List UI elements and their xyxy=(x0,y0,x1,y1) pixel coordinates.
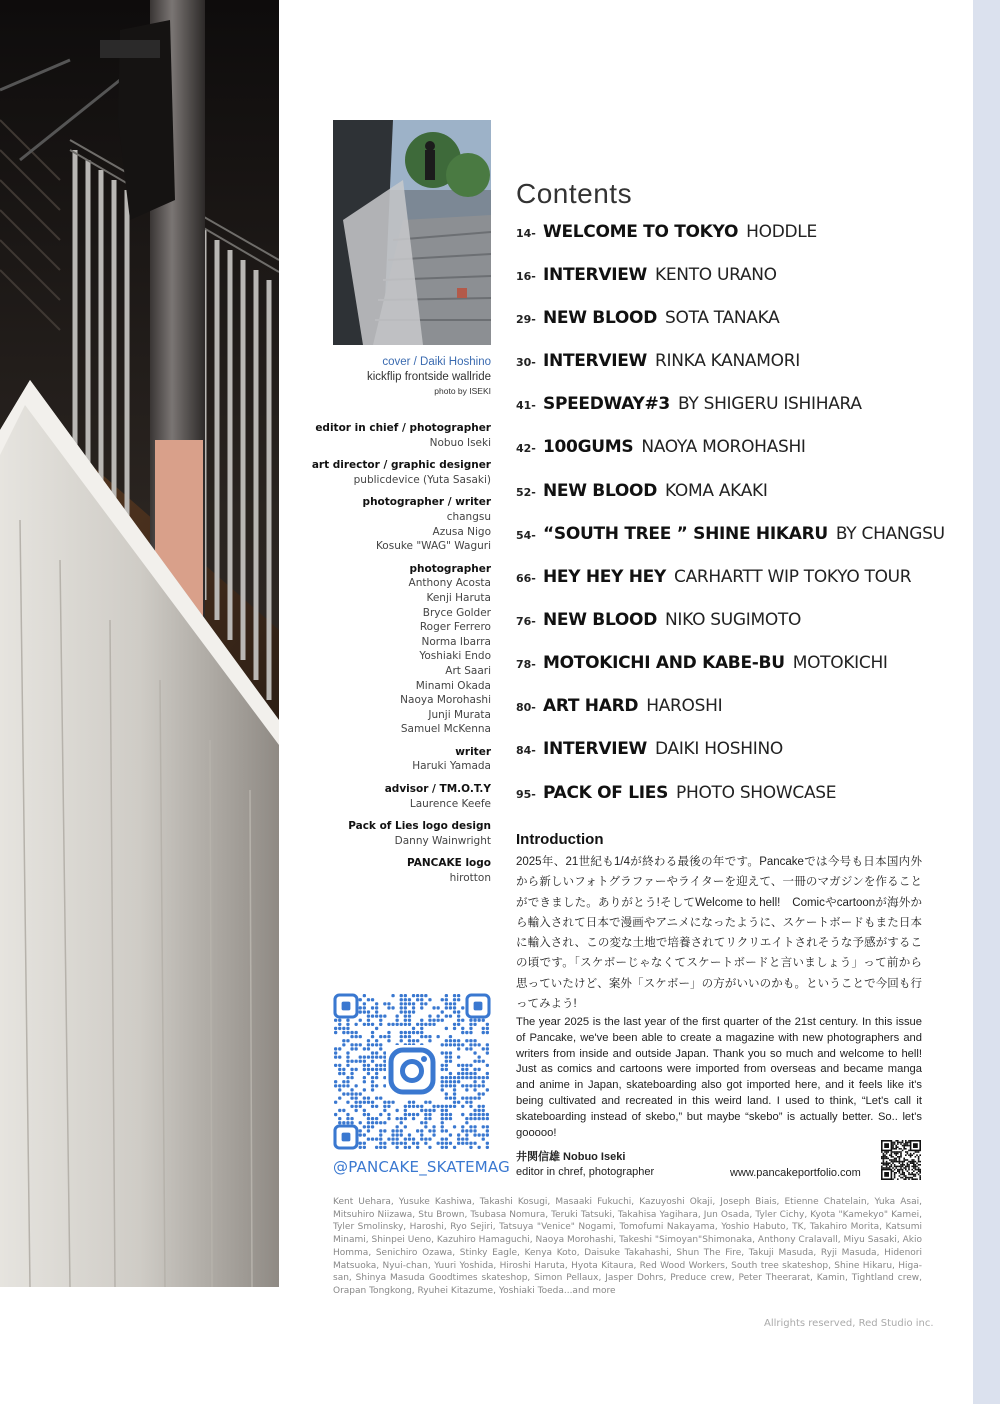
toc-title: MOTOKICHI AND KABE-BU xyxy=(543,653,785,673)
staff-name: publicdevice (Yuta Sasaki) xyxy=(353,473,491,486)
staff-role: PANCAKE logo xyxy=(407,857,491,870)
website-link[interactable]: www.pancakeportfolio.com xyxy=(730,1167,861,1179)
cover-caption-title: cover / Daiki Hoshino xyxy=(382,356,491,368)
staff-name: Junji Murata xyxy=(428,708,491,721)
staff-role: editor in chief / photographer xyxy=(315,422,491,434)
staff-name: Roger Ferrero xyxy=(419,621,491,634)
toc-title: SPEEDWAY#3 xyxy=(543,394,670,414)
toc-title: HEY HEY HEY xyxy=(543,567,666,587)
toc-subtitle: BY CHANGSU xyxy=(835,524,945,544)
toc-subtitle: NIKO SUGIMOTO xyxy=(665,610,802,630)
toc-entry[interactable] xyxy=(516,524,945,552)
toc-entry[interactable] xyxy=(516,481,768,509)
toc-subtitle: BY SHIGERU ISHIHARA xyxy=(677,394,862,414)
signature-name: 井関信雄 Nobuo Iseki xyxy=(516,1151,626,1163)
toc-entry[interactable] xyxy=(516,696,722,724)
cover-thumbnail xyxy=(333,120,491,345)
toc-page-number: 41- xyxy=(516,399,536,412)
cover-caption-trick: kickflip frontside wallride xyxy=(367,370,491,383)
staff-role: Pack of Lies logo design xyxy=(348,820,491,833)
toc-page-number: 14- xyxy=(516,227,536,240)
toc-entry[interactable] xyxy=(516,351,800,379)
toc-page-number: 76- xyxy=(516,615,536,628)
staff-name: Azusa Nigo xyxy=(432,525,491,538)
staff-name: hirotton xyxy=(449,872,491,885)
toc-page-number: 66- xyxy=(516,572,536,585)
staff-name: Yoshiaki Endo xyxy=(419,650,491,663)
staff-role: photographer xyxy=(409,562,491,575)
staff-role: photographer / writer xyxy=(362,496,491,509)
special-thanks: Kent Uehara, Yusuke Kashiwa, Takashi Kosugi, Masaaki Fukuchi, Kazuyoshi Okaji, Joseph Biais, Etienne Chatelain, Yuka Asai, Mitsuhiro Niizawa, Stu Brown, Tsubasa Nomura, Teruki Tatsuki, Takahisa Yagihara, Jun Osada, Tyler Cichy, Kyota "Kamekyo" Kamei, Tyler Smolinsky, Haroshi, Ryo Sejiri, Tatsuya "Venice" Nogami, Tomofumi Nakayama, Yoshio Habuto, TK, Takahiro Morita, Katsumi Minami, Shinpei Ueno, Kazuhiro Hamaguchi, Naoya Morohashi, Takeshi "Simoyan"Shimonaka, Anthony Cralavall, Miyu Sasaki, Akio Homma, Senichiro Ozawa, Stinky Eagle, Kenya Koto, Daisuke Takahashi, Shun The Fire, Takuji Masuda, Ryji Masuda, Hidenori Matsuoka, Nyui-chan, Yuuri Yoshida, Hiroshi Haruta, Hyota Kitaura, Red Wood Workers, South tree skateshop, Shine Hikaru, Higa-san, Shinya Masuda Goodtimes skateshop, Simon Pellaux, Jasper Dohrs, Preduce crew, Peter Theerarat, Kamin, Tightland crew, Orapan Tongkong, Ryuhei Kitazume, Yoshiaki Toeda...and more xyxy=(333,1197,922,1296)
toc-entry[interactable] xyxy=(516,437,806,465)
toc-subtitle: SOTA TANAKA xyxy=(665,308,780,328)
toc-page-number: 78- xyxy=(516,658,536,671)
staff-role: writer xyxy=(455,745,491,758)
staff-name: Norma Ibarra xyxy=(421,635,491,648)
staff-name: Art Saari xyxy=(445,664,491,677)
introduction-english: The year 2025 is the last year of the first quarter of the 21st century. In this issue of Pancake, we've been able to create a magazine with new photographers and writers from inside and outside Japan. Thank you so much and welcome to hell! Just as comics and cartoons were imported from overseas and became manga and anime in Japan, skateboarding also got imported here, and it feels like it's being cultivated and recreated in this weird land. I used to think, “Let's call it skateboarding instead of skebo,” but maybe “skebo” is actually better. So.. let's gooooo! xyxy=(516,1016,922,1139)
toc-title: ART HARD xyxy=(543,696,639,716)
staff-name: Danny Wainwright xyxy=(394,834,491,847)
toc-title: “SOUTH TREE ” SHINE HIKARU xyxy=(543,524,828,544)
copyright: Allrights reserved, Red Studio inc. xyxy=(764,1318,934,1329)
toc-page-number: 95- xyxy=(516,788,536,801)
toc-title: NEW BLOOD xyxy=(543,481,658,501)
staff-name: Anthony Acosta xyxy=(408,577,491,590)
toc-entry[interactable] xyxy=(516,653,888,681)
toc-title: INTERVIEW xyxy=(543,351,647,371)
instagram-qr-code[interactable] xyxy=(333,993,491,1150)
website-qr-code[interactable] xyxy=(881,1140,921,1180)
toc-subtitle: HAROSHI xyxy=(646,696,723,716)
cover-photo-credit: photo by ISEKI xyxy=(434,386,491,397)
toc-entry[interactable] xyxy=(516,222,817,250)
staff-name: Haruki Yamada xyxy=(412,760,491,773)
toc-subtitle: RINKA KANAMORI xyxy=(655,351,800,371)
instagram-icon xyxy=(386,1045,438,1097)
staff-name: changsu xyxy=(446,510,491,523)
instagram-handle[interactable]: @PANCAKE_SKATEMAG xyxy=(333,1158,510,1176)
toc-title: INTERVIEW xyxy=(543,265,647,285)
toc-page-number: 80- xyxy=(516,701,536,714)
toc-entry[interactable] xyxy=(516,783,836,811)
toc-subtitle: HODDLE xyxy=(746,222,817,242)
staff-name: Minami Okada xyxy=(415,679,491,692)
toc-entry[interactable] xyxy=(516,265,777,293)
contents-heading: Contents xyxy=(516,178,633,209)
staff-role: art director / graphic designer xyxy=(311,459,491,472)
introduction-heading: Introduction xyxy=(516,831,604,848)
toc-entry[interactable] xyxy=(516,308,780,336)
toc-title: INTERVIEW xyxy=(543,739,647,759)
toc-page-number: 42- xyxy=(516,442,536,455)
toc-title: WELCOME TO TOKYO xyxy=(543,222,739,242)
toc-subtitle: CARHARTT WIP TOKYO TOUR xyxy=(674,567,912,587)
toc-page-number: 16- xyxy=(516,270,536,283)
toc-page-number: 54- xyxy=(516,529,536,542)
toc-title: NEW BLOOD xyxy=(543,308,658,328)
toc-page-number: 84- xyxy=(516,744,536,757)
cover-caption xyxy=(300,355,491,399)
toc-subtitle: KENTO URANO xyxy=(655,265,777,285)
toc-page-number: 52- xyxy=(516,486,536,499)
staff-name: Samuel McKenna xyxy=(400,723,491,736)
signature-role: editor in chref, photographer xyxy=(516,1166,655,1178)
toc-page-number: 30- xyxy=(516,356,536,369)
staff-name: Naoya Morohashi xyxy=(400,694,491,707)
staff-name: Kenji Haruta xyxy=(426,591,491,604)
side-band xyxy=(973,0,1000,1404)
introduction-japanese: 2025年、21世紀も1/4が終わる最後の年です。Pancakeでは今号も日本国内外から新しいフォトグラファーやライターを迎えて、一冊のマガジンを作ることができました。ありがとう!そしてWelcome to hell! Comicやcartoonが海外から輸入されて日本で漫画やアニメになったように、スケートボードもまた日本に輸入され、この変な土地で培養されてリクリエイトされそうな予感がするこの頃です。「スケボーじゃなくてスケートボードと言いましょう」って前から思っていたけど、案外「スケボー」の方がいいのかも。ということで今回も行ってみよう! xyxy=(516,856,922,1011)
toc-entry[interactable] xyxy=(516,610,801,638)
signature xyxy=(516,1150,654,1180)
toc-subtitle: MOTOKICHI xyxy=(792,653,888,673)
toc-page-number: 29- xyxy=(516,313,536,326)
staff-name: Bryce Golder xyxy=(422,606,491,619)
staff-name: Nobuo Iseki xyxy=(429,436,491,449)
toc-subtitle: NAOYA MOROHASHI xyxy=(641,437,806,457)
toc-entry[interactable] xyxy=(516,567,911,595)
cover-photo xyxy=(0,0,279,1287)
toc-title: 100GUMS xyxy=(543,437,634,457)
toc-subtitle: PHOTO SHOWCASE xyxy=(676,783,837,803)
staff-role: advisor / TM.O.T.Y xyxy=(384,783,491,796)
toc-title: NEW BLOOD xyxy=(543,610,658,630)
toc-title: PACK OF LIES xyxy=(543,783,669,803)
staff-credits xyxy=(300,421,491,886)
staff-name: Laurence Keefe xyxy=(409,797,491,810)
staff-name: Kosuke "WAG" Waguri xyxy=(375,540,491,553)
toc-entry[interactable] xyxy=(516,739,783,767)
toc-entry[interactable] xyxy=(516,394,862,422)
toc-subtitle: KOMA AKAKI xyxy=(665,481,768,501)
toc-subtitle: DAIKI HOSHINO xyxy=(655,739,783,759)
